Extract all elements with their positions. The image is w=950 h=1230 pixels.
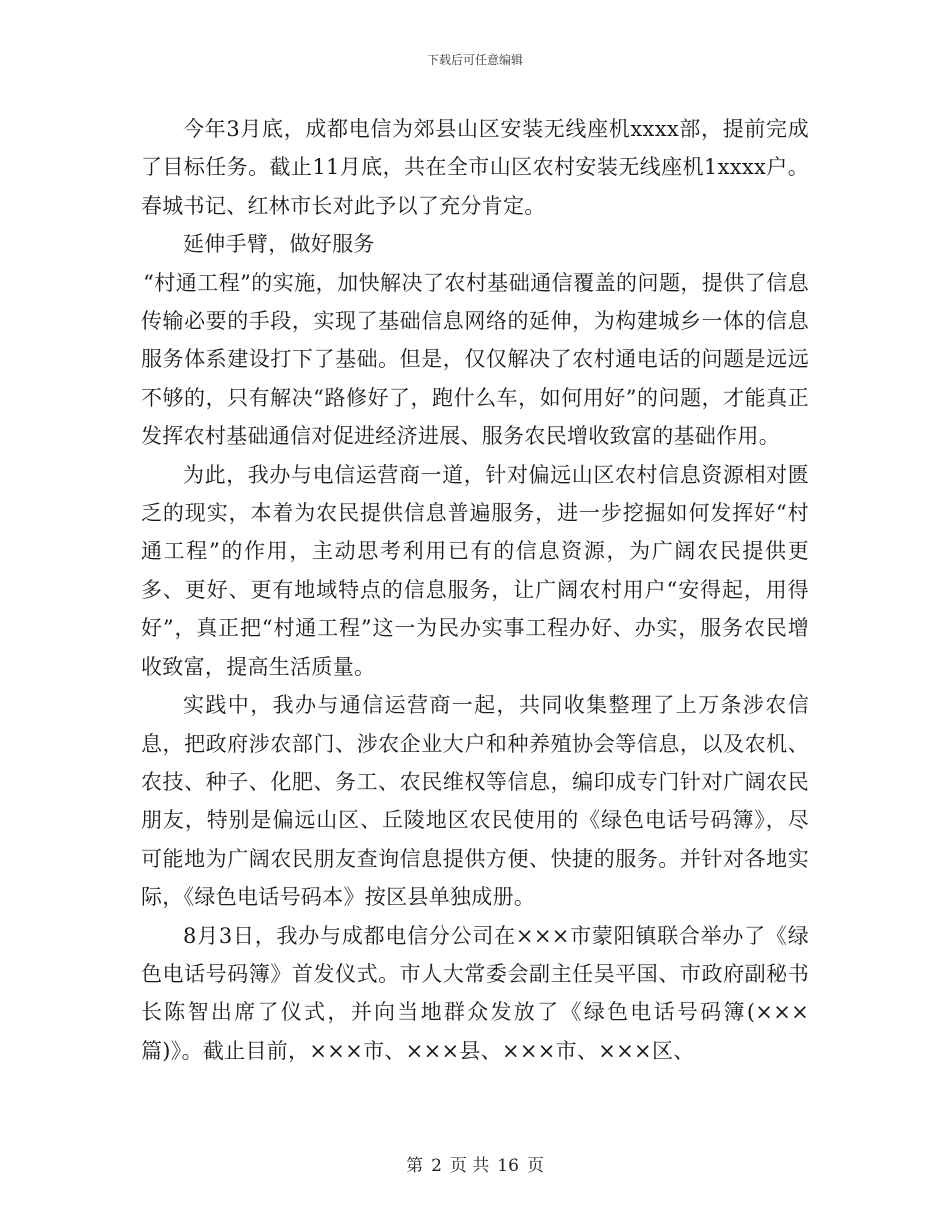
paragraph-wireless-installation: 今年3月底，成都电信为郊县山区安装无线座机xxxx部，提前完成了目标任务。截止11月底，共在全市山区农村安装无线座机1xxxx户。春城书记、红林市长对此予以了充分肯定。	[141, 117, 809, 218]
paragraph-launch-ceremony: 8月3日，我办与成都电信分公司在×××市蒙阳镇联合举办了《绿色电话号码簿》首发仪式。市人大常委会副主任吴平国、市政府副秘书长陈智出席了仪式，并向当地群众发放了《绿色电话号码簿(×××篇)》。截止目前，×××市、×××县、×××市、×××区、	[141, 923, 809, 1063]
paragraph-green-phonebook: 实践中，我办与通信运营商一起，共同收集整理了上万条涉农信息，把政府涉农部门、涉农企业大户和种养殖协会等信息，以及农机、农技、种子、化肥、务工、农民维权等信息，编印成专门针对广阔农民朋友，特别是偏远山区、丘陵地区农民使用的《绿色电话号码簿》，尽可能地为广阔农民朋友查询信息提供方便、快捷的服务。并针对各地实际，《绿色电话号码本》按区县单独成册。	[141, 693, 809, 910]
page-prefix: 第	[406, 1156, 424, 1176]
page-middle: 页 共	[449, 1156, 490, 1176]
page-header: 下载后可任意编辑	[426, 53, 523, 67]
page-total: 16	[497, 1156, 519, 1176]
section-heading: 延伸手臂，做好服务	[183, 232, 375, 257]
document-body	[141, 110, 809, 1070]
page-number: 2	[431, 1156, 442, 1176]
paragraph-information-service: 为此，我办与电信运营商一道，针对偏远山区农村信息资源相对匮乏的现实，本着为农民提供信息普遍服务，进一步挖掘如何发挥好“村通工程”的作用，主动思考利用已有的信息资源，为广阔农民提供更多、更好、更有地域特点的信息服务，让广阔农村用户“安得起，用得好”，真正把“村通工程”这一为民办实事工程办好、办实，服务农民增收致富，提高生活质量。	[141, 462, 809, 679]
page-footer	[0, 1155, 950, 1177]
paragraph-village-project: “村通工程”的实施，加快解决了农村基础通信覆盖的问题，提供了信息传输必要的手段，实现了基础信息网络的延伸，为构建城乡一体的信息服务体系建设打下了基础。但是，仅仅解决了农村通电话的问题是远远不够的，只有解决“路修好了，跑什么车，如何用好”的问题，才能真正发挥农村基础通信对促进经济进展、服务农民增收致富的基础作用。	[141, 270, 809, 449]
page-suffix: 页	[526, 1156, 544, 1176]
